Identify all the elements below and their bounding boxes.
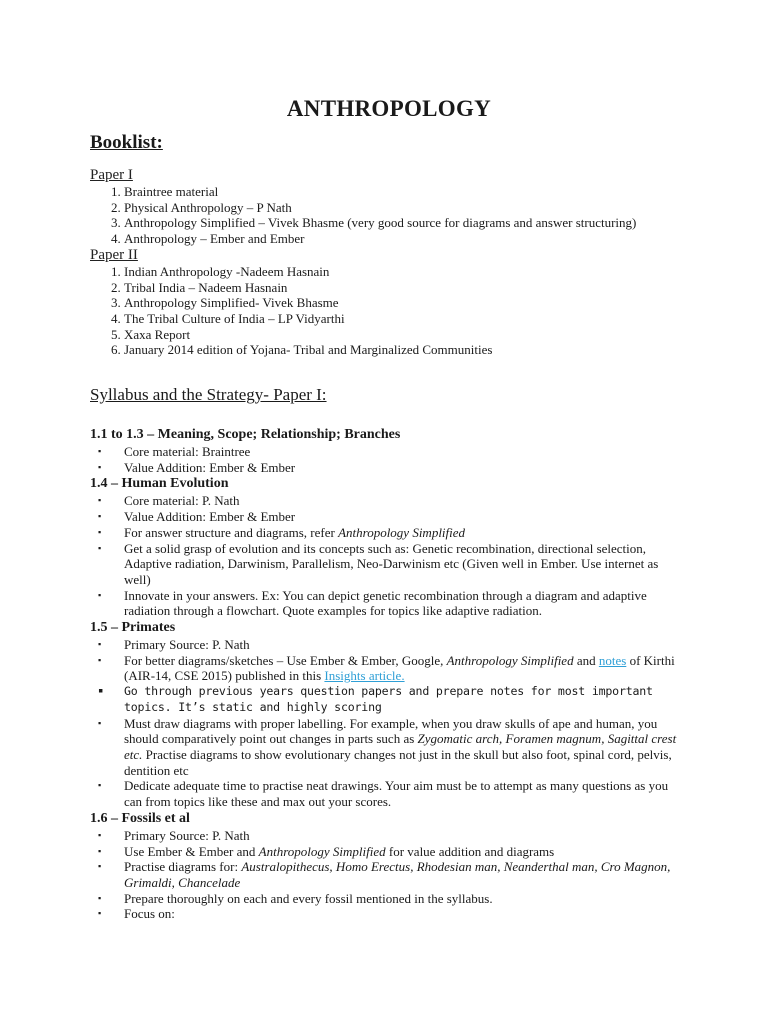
text-run: For answer structure and diagrams, refer [124, 524, 339, 540]
section-1-5-list [90, 637, 688, 810]
page-title: ANTHROPOLOGY [286, 96, 492, 121]
list-item [124, 716, 688, 779]
list-item: ▪ Prepare thoroughly on each and every fossil mentioned in the syllabus. [124, 891, 688, 907]
text-run: of Kirthi (AIR-14, CSE 2015) published in this [124, 652, 675, 684]
book-title: Anthropology Simplified [258, 843, 386, 859]
paper-2-heading: Paper II [90, 246, 138, 263]
list-item: 2. Tribal India – Nadeem Hasnain [124, 280, 688, 296]
list-item: 2. Physical Anthropology – P Nath [124, 200, 688, 216]
book-title: Anthropology Simplified [446, 652, 574, 668]
list-item: ▪ Get a solid grasp of evolution and its concepts such as: Genetic recombination, directional selection, Adaptive radiation, Darwinism, Parallelism, Neo-Darwinism etc (Given well in Ember. Use internet as well) [124, 541, 688, 588]
section-heading-1-1: 1.1 to 1.3 – Meaning, Scope; Relationship; Branches [90, 427, 401, 443]
list-item: ▪ Go through previous years question papers and prepare notes for most important topics. It’s static and highly scoring [124, 684, 688, 715]
list-item: 3. Anthropology Simplified- Vivek Bhasme [124, 295, 688, 311]
paper-1-book-list [90, 184, 688, 247]
paper-2-book-list [90, 264, 688, 358]
list-item [124, 653, 688, 684]
list-item: ▪ Value Addition: Ember & Ember [124, 460, 688, 476]
list-item: ▪ Value Addition: Ember & Ember [124, 509, 688, 525]
syllabus-heading: Syllabus and the Strategy- Paper I: [90, 385, 327, 405]
fossil-names: Australopithecus, Homo Erectus, Rhodesian man, Neanderthal man, Cro Magnon, Grimaldi, Chancelade [124, 859, 671, 890]
list-item [124, 525, 688, 541]
list-item: ▪ Primary Source: P. Nath [124, 828, 688, 844]
section-1-4-list [90, 493, 688, 619]
list-item: 1. Braintree material [124, 184, 688, 200]
section-heading-1-5: 1.5 – Primates [90, 620, 176, 636]
list-item: 5. Xaxa Report [124, 327, 688, 343]
section-heading-1-6: 1.6 – Fossils et al [90, 810, 190, 826]
skull-parts: Zygomatic arch, Foramen magnum, Sagittal crest etc. [124, 731, 677, 762]
list-item: 4. The Tribal Culture of India – LP Vidyarthi [124, 311, 688, 327]
list-item: ▪ Primary Source: P. Nath [124, 637, 688, 653]
text-run: For better diagrams/sketches – Use Ember & Ember, Google, [124, 652, 447, 668]
booklist-heading: Booklist: [90, 132, 163, 153]
book-title: Anthropology Simplified [338, 524, 466, 540]
text-run: for value addition and diagrams [385, 843, 555, 859]
list-item: 1. Indian Anthropology -Nadeem Hasnain [124, 264, 688, 280]
list-item [124, 859, 688, 890]
text-run: and [573, 652, 599, 668]
list-item: 3. Anthropology Simplified – Vivek Bhasme (very good source for diagrams and answer structuring) [124, 215, 688, 231]
text-run: Practise diagrams for: [124, 859, 242, 875]
list-item: ▪ Focus on: [124, 906, 688, 922]
text-run: Practise diagrams to show evolutionary changes not just in the skull but also foot, spinal cord, pelvis, dentition etc [124, 746, 672, 778]
list-item: ▪ Core material: P. Nath [124, 493, 688, 509]
notes-link[interactable]: notes [598, 652, 627, 668]
list-item: ▪ Core material: Braintree [124, 444, 688, 460]
list-item: ▪ Innovate in your answers. Ex: You can depict genetic recombination through a diagram and adaptive radiation through a flowchart. Quote examples for topics like adaptive radiation. [124, 588, 688, 619]
section-1-1-list [90, 444, 688, 475]
list-item: 6. January 2014 edition of Yojana- Tribal and Marginalized Communities [124, 342, 688, 358]
text-run: Must draw diagrams with proper labelling. For example, when you draw skulls of ape and human, you should comparatively point out changes in parts such as [124, 715, 658, 747]
text-run: Use Ember & Ember and [124, 843, 259, 859]
insights-article-link[interactable]: Insights article. [324, 668, 405, 684]
list-item: 4. Anthropology – Ember and Ember [124, 231, 688, 247]
paper-1-heading: Paper I [90, 167, 133, 183]
section-heading-1-4: 1.4 – Human Evolution [90, 476, 229, 492]
section-1-6-list [90, 828, 688, 922]
list-item [124, 844, 688, 860]
list-item: ▪ Dedicate adequate time to practise neat drawings. Your aim must be to attempt as many questions as you can from topics like these and max out your scores. [124, 778, 688, 809]
